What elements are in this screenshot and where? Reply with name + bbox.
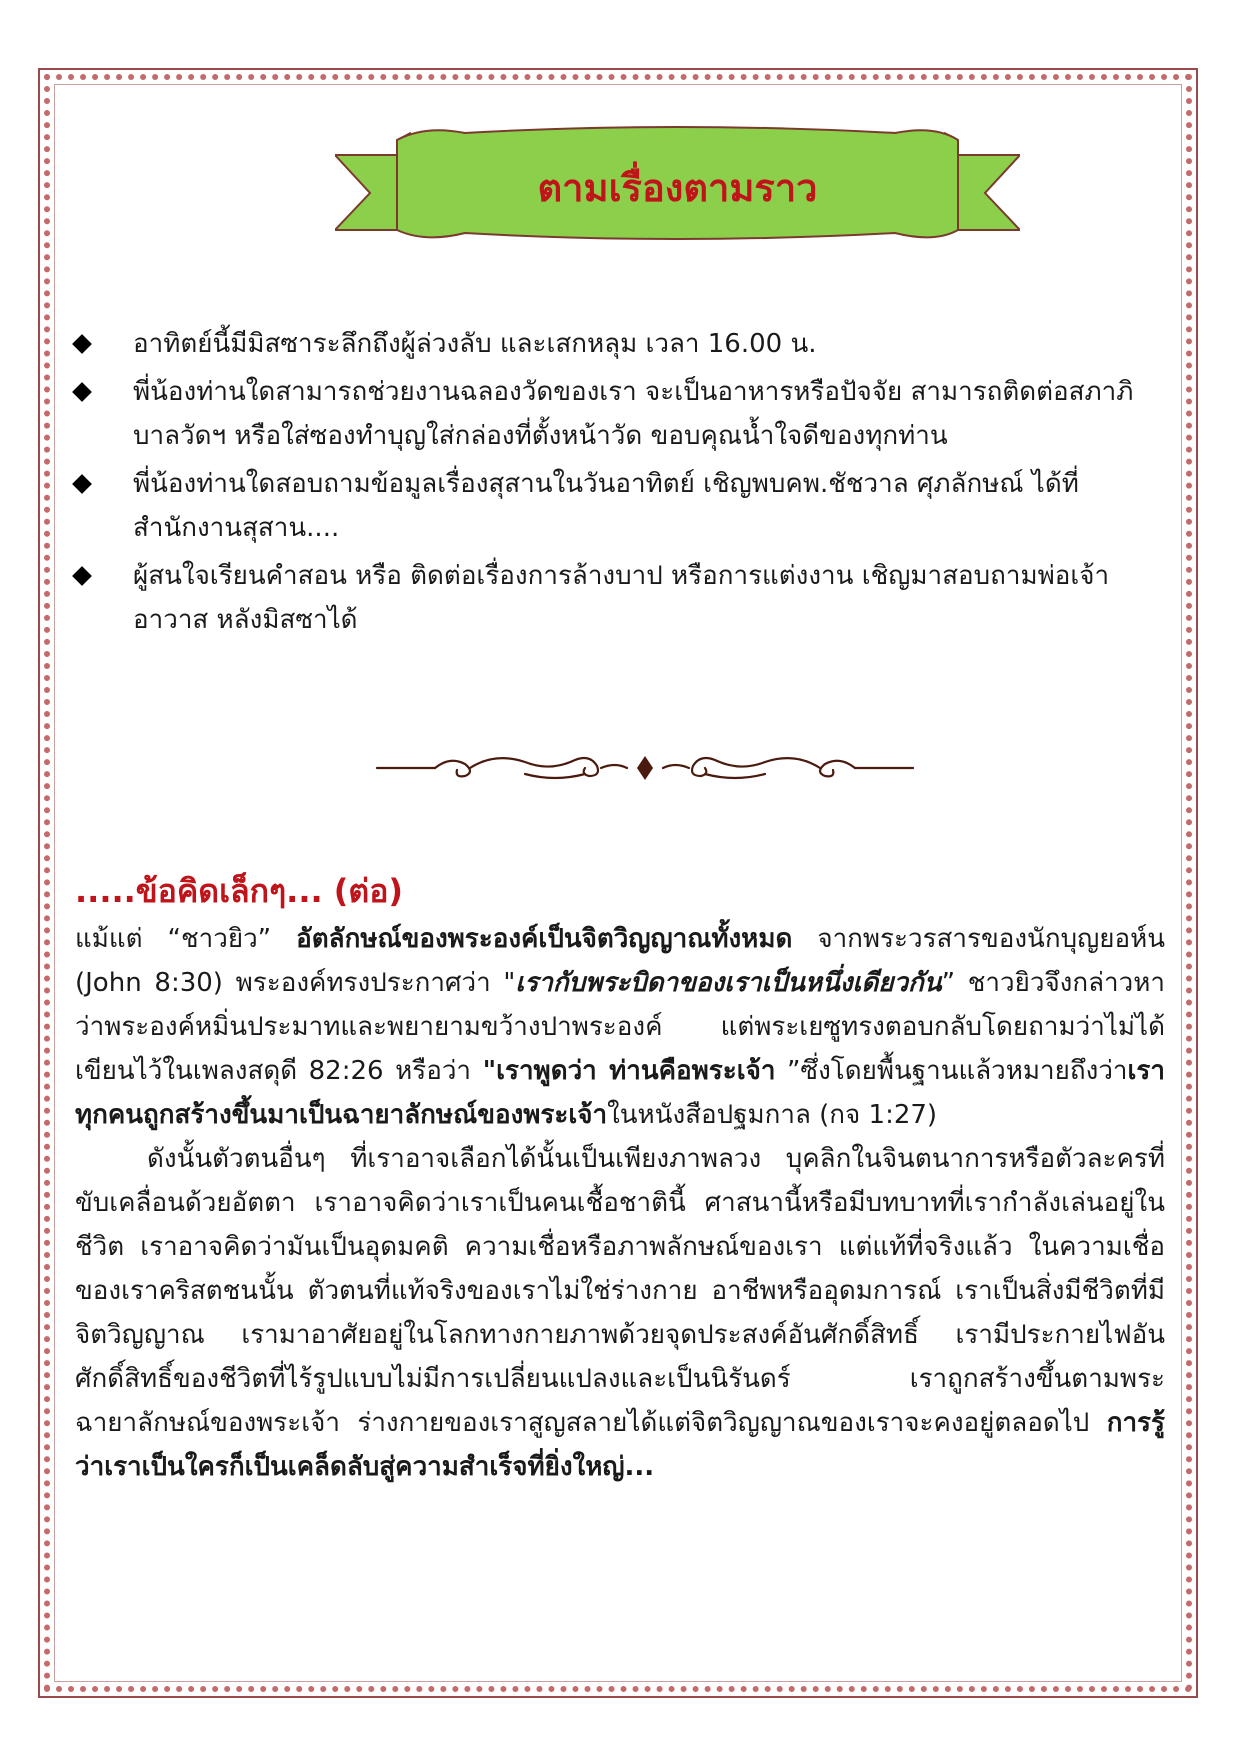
diamond-bullet-icon	[72, 382, 92, 402]
paragraph	[75, 1137, 1165, 1489]
text-run: ”ซึ่งโดยพื้นฐานแล้วหมายถึงว่า	[775, 1056, 1128, 1086]
bold-text: อัตลักษณ์ของพระองค์เป็นจิตวิญญาณทั้งหมด	[296, 924, 793, 954]
paragraph	[75, 917, 1165, 1137]
title-banner	[335, 125, 1020, 255]
announcement-text: อาทิตย์นี้มีมิสซาระลึกถึงผู้ล่วงลับ และเสกหลุม เวลา 16.00 น.	[133, 329, 817, 359]
bold-quote: "เราพูดว่า ท่านคือพระเจ้า	[482, 1056, 776, 1086]
banner-title: ตามเรื่องตามราว	[537, 165, 818, 210]
italic-quote: เรากับพระบิดาของเราเป็นหนึ่งเดียวกัน	[515, 968, 942, 998]
reflection-body	[75, 917, 1165, 1489]
section-title: .....ข้อคิดเล็กๆ... (ต่อ)	[75, 872, 404, 910]
list-item	[75, 554, 1165, 642]
announcement-text: พี่น้องท่านใดสอบถามข้อมูลเรื่องสุสานในวันอาทิตย์ เชิญพบคพ.ชัชวาล ศุภลักษณ์ ได้ที่สำนักงานสุสาน....	[133, 469, 1079, 543]
diamond-bullet-icon	[72, 474, 92, 494]
bold-conclusion: การรู้ว่าเราเป็นใครก็เป็นเคล็ดลับสู่ความสำเร็จที่ยิ่งใหญ่...	[75, 1408, 1165, 1482]
announcement-list	[75, 322, 1165, 646]
diamond-bullet-icon	[72, 566, 92, 586]
bold-text: เราทุกคนถูกสร้างขึ้นมาเป็นฉายาลักษณ์ของพระเจ้า	[75, 1056, 1165, 1130]
flourish-divider-icon	[375, 748, 915, 788]
text-run: จากพระวรสารของนักบุญยอห์น (John 8:30) พระองค์ทรงประกาศว่า "	[75, 924, 1165, 998]
list-item	[75, 370, 1165, 458]
announcement-text: พี่น้องท่านใดสามารถช่วยงานฉลองวัดของเรา จะเป็นอาหารหรือปัจจัย สามารถติดต่อสภาภิบาลวัดฯ หรือใส่ซองทำบุญใส่กล่องที่ตั้งหน้าวัด ขอบคุณน้ำใจดีของทุกท่าน	[133, 377, 1134, 451]
diamond-bullet-icon	[72, 334, 92, 354]
announcement-text: ผู้สนใจเรียนคำสอน หรือ ติดต่อเรื่องการล้างบาป หรือการแต่งงาน เชิญมาสอบถามพ่อเจ้าอาวาส หลังมิสซาได้	[133, 561, 1110, 635]
text-run: แม้แต่ “ชาวยิว”	[75, 924, 297, 954]
text-run: ” ชาวยิวจึงกล่าวหาว่าพระองค์หมิ่นประมาทและพยายามขว้างปาพระองค์ แต่พระเยซูทรงตอบกลับโดยถามว่าไม่ได้เขียนไว้ในเพลงสดุดี 82:26 หรือว่า	[75, 968, 1165, 1086]
list-item	[75, 322, 1165, 366]
text-run: ในหนังสือปฐมกาล (กจ 1:27)	[607, 1100, 938, 1130]
text-run: ดังนั้นตัวตนอื่นๆ ที่เราอาจเลือกได้นั้นเป็นเพียงภาพลวง บุคลิกในจินตนาการหรือตัวละครที่ขับเคลื่อนด้วยอัตตา เราอาจคิดว่าเราเป็นคนเชื้อชาตินี้ ศาสนานี้หรือมีบทบาทที่เรากำลังเล่นอยู่ในชีวิต เราอาจคิดว่ามันเป็นอุดมคติ ความเชื่อหรือภาพลักษณ์ของเรา แต่แท้ที่จริงแล้ว ในความเชื่อของเราคริสตชนนั้น ตัวตนที่แท้จริงของเราไม่ใช่ร่างกาย อาชีพหรืออุดมการณ์ เราเป็นสิ่งมีชีวิตที่มีจิตวิญญาณ เรามาอาศัยอยู่ในโลกทางกายภาพด้วยจุดประสงค์อันศักดิ์สิทธิ์ เรามีประกายไฟอันศักดิ์สิทธิ์ของชีวิตที่ไร้รูปแบบไม่มีการเปลี่ยนแปลงและเป็นนิรันดร์ เราถูกสร้างขึ้นตามพระฉายาลักษณ์ของพระเจ้า ร่างกายของเราสูญสลายได้แต่จิตวิญญาณของเราจะคงอยู่ตลอดไป	[75, 1144, 1165, 1438]
list-item	[75, 462, 1165, 550]
